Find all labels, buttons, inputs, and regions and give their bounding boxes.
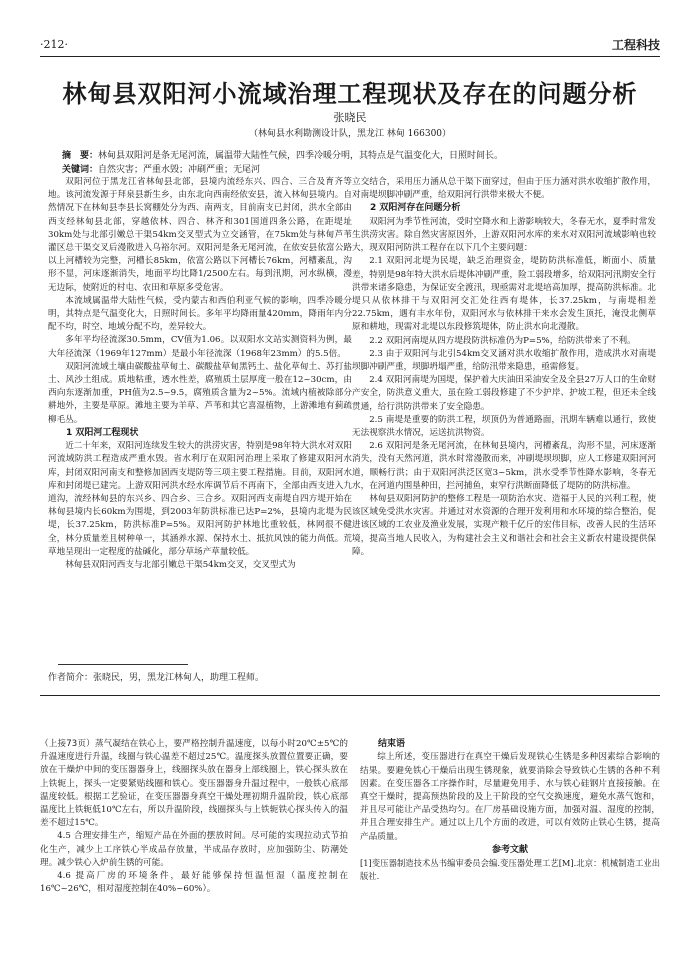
abstract-line bbox=[62, 149, 640, 163]
page-number: ·212· bbox=[40, 38, 68, 51]
keywords-line bbox=[62, 163, 640, 177]
paper-title: 林甸县双阳河小流域治理工程现状及存在的问题分析 bbox=[62, 80, 638, 108]
section-heading-2: 2 双阳河存在问题分析 bbox=[370, 203, 461, 214]
author-note: 作者简介：张晓民，男，黑龙江林甸人，助理工程师。 bbox=[48, 673, 265, 683]
footnote-rule bbox=[58, 664, 188, 665]
body-paragraph: 双阳河位于黑龙江省林甸县北部，县境内流经东兴、四合、三合及育齐等地。该河流发源于拜泉县新生乡，由东北向西南经依安县，流入林甸县境内。自然情况下在林甸县李县长窝棚处分为西、南两支，目前南支已封闭，洪水全部由西支经林甸县北部，穿越依林、四合、林齐和301国道四条公路，在距堤址30km处与北部引嫩总干渠54km交叉型式为立交涵管，在75km处与林甸芦苇灌区总干渠交叉后漫散进入乌裕尔河。双阳河是条无尾河流，在依安县依富公路以上河槽较为完整，河槽长85km，依富公路以下河槽长76km，河槽紊乱，沟形不显，河床逐渐消失，地面平均比降1/2500左右。每到汛期，河水纵横，漫无边际，使附近的村屯、农田和草原多受危害。 bbox=[48, 177, 352, 293]
body-paragraph: 林甸县双阳河西支与北部引嫩总干渠54km交叉，交叉型式为 bbox=[65, 560, 296, 571]
author-name: 张晓民 bbox=[333, 111, 367, 124]
bottom-right-column bbox=[360, 738, 660, 938]
journal-name: 工程科技 bbox=[611, 38, 660, 52]
section-divider bbox=[40, 695, 660, 696]
body-paragraph: 双阳河流域土壤由碳酸盐草甸土、碳酸盐草甸黑钙土、盐化草甸土、苏打盐土、风沙土组成。质地粘重，透水性差，腐殖质土层厚度一般在12~30cm，由西向东逐渐加重，PH值为2.5~9.5，腐殖质含量为2~5%。流域内植被除部分耕地外，主要是草原。滩地主要为羊草、芦苇和其它喜湿植物，上游滩地有蓟疏柳毛丛。 bbox=[48, 361, 352, 425]
body-paragraph: 4.5 合理安排生产，缩短产品在外面的摆放时间。尽可能的实现拉动式节拍化生产，减少上工序铁心半成品存放量，半成品存放时，应加强防尘、防潮处理。减少铁心入炉前生锈的可能。 bbox=[40, 831, 348, 868]
body-paragraph: 近二十年来，双阳河连续发生较大的洪涝灾害，特别是98年特大洪水对双阳河流域防洪工程造成严重水毁。省水利厅在双阳河治理上采取了修建双阳河水库，封闭双阳河南支和整修加固西支堤防等三项主要工程措施。目前，双阳河水库和封闭堤已建完。上游双阳河洪水经水库调节后不再南下，全部由西支进入九道沟，流经林甸县的东兴乡、四合乡、三合乡。双阳河西支南堤自四方堤开始在林甸县境内长60km为围堤，到2003年防洪标准已达P=2%，县境内北堤为民堤，长37.25km，防洪标准P=5%。双阳河防护林地比重较低，林网很不健全，林分质量差且树种单一，其涵养水源、保持水土、抵抗风蚀的能力尚低。荒草地呈现出一定程度的盐碱化，部分草场产草量较低。 bbox=[48, 441, 352, 557]
section-heading-1: 1 双阳河工程现状 bbox=[66, 427, 139, 438]
conclusion-heading: 结束语 bbox=[378, 739, 406, 749]
abstract-block bbox=[62, 149, 640, 177]
body-paragraph: 2.3 由于双阳河与北引54km交叉涵对洪水收缩扩散作用，造成洪水对南堤坝脚冲刷严重，坝脚坍塌严重，给防汛带来隐患，亟需修复。 bbox=[352, 348, 656, 373]
body-paragraph: 林甸县双阳河防护的整修工程是一项防治水灾、造福于人民的兴利工程，使该区域免受洪水灾害。并通过对水资源的合理开发利用和水环境的综合整治，促进该区域的工农业及渔业发展，实现产粮千亿斤的宏伟目标，改善人民的生活环境，提高当地人民收入，为构建社会主义和谐社会和社会主义新农村建设提供保障。 bbox=[352, 494, 656, 556]
keywords-label: 关键词： bbox=[62, 165, 99, 175]
body-paragraph: 2.5 南堤是重要的防洪工程，坝顶仍为普通路面，汛期车辆难以通行，致使无法视察洪水情况，运送抗洪物资。 bbox=[352, 414, 656, 439]
body-paragraph: 双阳河为季节性河流，受时空降水和上游影响较大，冬春无水，夏季时常发生洪涝灾害。除自然灾害原因外，上游双阳河水库的来水对双阳河流域影响也较大，现双阳河防洪工程存在以下几个主要问题： bbox=[352, 216, 656, 254]
body-paragraph: 本流域属温带大陆性气候，受内蒙古和西伯利亚气候的影响，四季冷暖分明，其特点是气温变化大，日照时间长。多年平均降雨量420mm，降雨年内分配不均，时空、地域分配不均，差异较大。 bbox=[48, 295, 352, 333]
abstract-text: 林甸县双阳河是条无尾河流，属温带大陆性气候，四季冷暖分明，其特点是气温变化大，日照时间长。 bbox=[98, 151, 504, 161]
right-column bbox=[352, 176, 656, 556]
body-paragraph: 2.1 双阳河北堤为民堤，缺乏治理资金，堤防防洪标准低，断面小、质量差，特别是98年特大洪水后堤体冲刷严重，险工弱段增多，给双阳河汛期安全行洪带来诸多隐患，为保证安全渡汛，现亟需对北堤培高加厚，提高防洪标准。北堤只从依林排干与双阳河交汇处往西有堤体，长37.25km，与南堤相差22.75km，遇有丰水年份，双阳河水与依林排干来水会发生顶托，淹没北侧草原和耕地，现需对北堤以东段修筑堤体，防止洪水向北漫散。 bbox=[352, 256, 656, 333]
continued-text: 蒸气凝结在铁心上，要严格控制升温速度，以每小时20℃±5℃的升温速度进行升温，线圈与铁心温差不超过25℃。温度探头放置位置要正确，要放在干燥炉中间的变压器器身上，线圈探头放在器身上部线圈上，铁心探头放在上铁轭上，探头一定要紧贴线圈和铁心。变压器器身升温过程中，一般铁心底部温度较低。根据工艺验证，在变压器器身真空干燥处理初期升温阶段，铁心底部温度比上铁轭低10℃左右，所以升温阶段，线圈探头与上铁轭铁心探头传入的温差不超过15℃。 bbox=[40, 739, 348, 829]
body-paragraph: 2.2 双阳河南堤从四方堤段防洪标准仍为P=5%，给防洪带来了不利。 bbox=[369, 335, 636, 346]
header-rule bbox=[40, 56, 660, 57]
body-paragraph: 4.6 提高厂房的环境条件，最好能够保持恒温恒湿（温度控制在16℃~26℃，相对湿度控制在40%~60%）。 bbox=[40, 871, 348, 895]
body-paragraph: 多年平均径流深30.5mm，CV值为1.06。以双阳水文站实测资料为例，最大年径流深（1969年127mm）是最小年径流深（1968年23mm）的5.5倍。 bbox=[48, 335, 352, 359]
body-paragraph bbox=[40, 738, 348, 830]
references-heading: 参考文献 bbox=[491, 844, 528, 855]
reference-item: [1]变压器制造技术丛书编审委员会编.变压器处理工艺[M].北京：机械制造工业出版社. bbox=[360, 858, 660, 881]
body-paragraph: 2.4 双阳河南堤为国堤，保护着大庆油田采油安全及全县27万人口的生命财产安全，防洪意义重大，虽在险工弱段修建了不少护岸、护坡工程，但还未全线贯通，给行洪防洪带来了安全隐患。 bbox=[352, 375, 656, 412]
abstract-label: 摘 要： bbox=[62, 151, 99, 161]
body-paragraph: 立交结合，采用压力涵从总干渠下面穿过，但由于压力涵对洪水收缩扩散作用，对南堤坝脚冲刷严重，给双阳河行洪带来极大不便。 bbox=[352, 177, 656, 201]
conclusion-paragraph: 综上所述，变压器进行在真空干燥后发现铁心生锈是多种因素综合影响的结果。要避免铁心干燥后出现生锈现象，就要消除会导致铁心生锈的各种不利因素。在变压器各工序操作时，尽量避免用手、水与铁心硅钢片直接接触。在真空干燥时，提高预热阶段的及上干阶段的空气交换速度，避免水蒸气饱和，并且尽可能让产品受热均匀。在厂房基础设施方面，加强对温、湿度的控制，并且合理安排生产。通过以上几个方面的改进，可以有效防止铁心生锈，提高产品质量。 bbox=[360, 752, 660, 842]
continued-note: （上接73页） bbox=[40, 739, 95, 749]
keywords-text: 自然灾害；严重水毁；冲刷严重；无尾河 bbox=[98, 165, 261, 175]
affiliation: （林甸县水利勘测设计队，黑龙江 林甸 166300） bbox=[248, 129, 452, 139]
left-column bbox=[48, 176, 352, 646]
body-paragraph: 2.6 双阳河是条无尾河流，在林甸县境内，河槽紊乱，沟形不显，河床逐渐消失，没有天然河道，洪水时常漫散而来，冲刷堤坝坝脚，应人工修建双阳河河道，顺畅行洪；由于双阳河洪泛区宽3~5km，洪水受季节性降水影响，冬春无水，在河道内围垦种田，拦河捕鱼，束窄行洪断面降低了堤防的防洪标准。 bbox=[352, 441, 656, 491]
bottom-left-column bbox=[40, 738, 348, 938]
